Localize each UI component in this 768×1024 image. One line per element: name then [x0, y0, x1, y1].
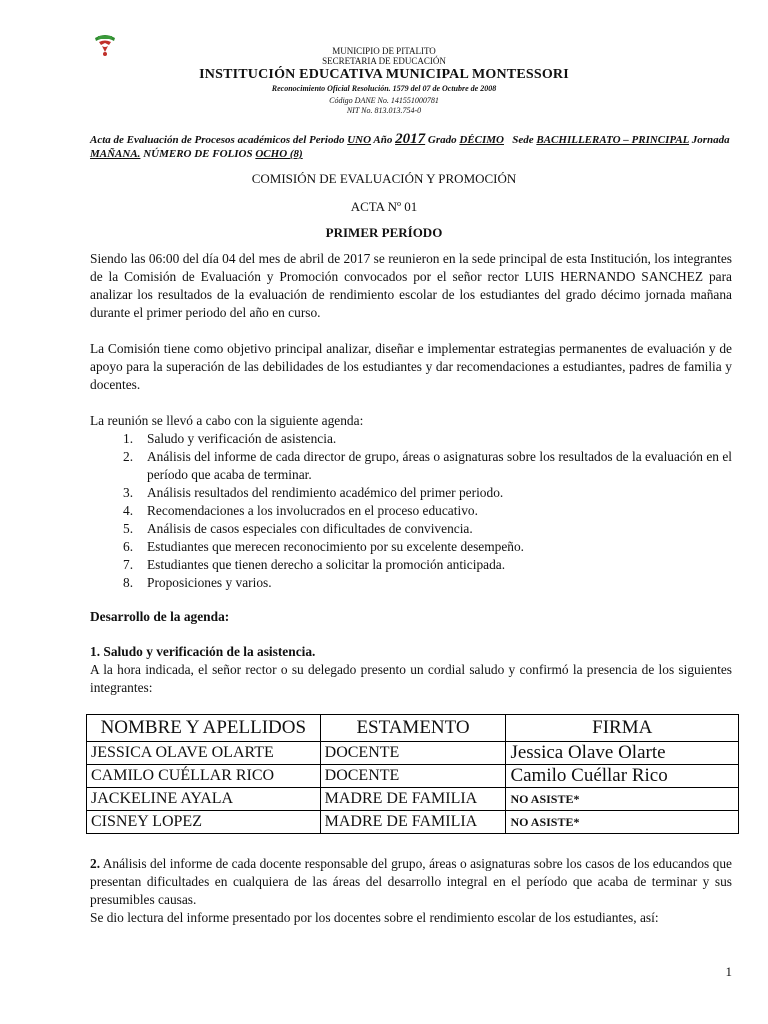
dane-code: Código DANE No. 141551000781: [329, 96, 439, 105]
table-row: [87, 788, 739, 811]
member-role: MADRE DE FAMILIA: [320, 788, 506, 811]
member-name: CAMILO CUÉLLAR RICO: [87, 765, 321, 788]
agenda-item: 1. Saludo y verificación de asistencia.: [123, 431, 337, 446]
section-2-text-2: Se dio lectura del informe presentado por los docentes sobre el rendimiento escolar de los estudiantes, así:: [90, 910, 659, 925]
agenda-item: 2. Análisis del informe de cada director de grupo, áreas o asignaturas sobre los resultados de la evaluación en el período que acaba de terminar.: [123, 449, 732, 482]
col-header-role: ESTAMENTO: [320, 715, 506, 742]
table-row: [87, 811, 739, 834]
member-role: MADRE DE FAMILIA: [320, 811, 506, 834]
member-signature: Jessica Olave Olarte: [506, 742, 739, 765]
section-1-text: A la hora indicada, el señor rector o su delegado presento un cordial saludo y confirmó la presencia de los siguientes integrantes:: [90, 662, 732, 695]
nit-number: NIT No. 813.013.754-0: [346, 106, 422, 115]
periodo-value: UNO: [347, 134, 372, 146]
institution-name: INSTITUCIÓN EDUCATIVA MUNICIPAL MONTESSORI: [199, 67, 569, 82]
intro-paragraph: Siendo las 06:00 del día 04 del mes de abril de 2017 se reunieron en la sede principal de esta Institución, los integrantes de la Comisión de Evaluación y Promoción convocados por el señor rector LUIS HERNANDO SANCHEZ para analizar los resultados de la evaluación de rendimiento escolar de los estudiantes del grado décimo jornada mañana durante el primer periodo del año en curso.: [90, 251, 732, 320]
member-role: DOCENTE: [320, 742, 506, 765]
member-signature: Camilo Cuéllar Rico: [506, 765, 739, 788]
agenda-item: 8. Proposiciones y varios.: [123, 575, 272, 590]
secretariat-name: SECRETARIA DE EDUCACIÓN: [322, 56, 446, 66]
table-row: [87, 742, 739, 765]
development-heading: Desarrollo de la agenda:: [90, 609, 230, 624]
member-absent-note: NO ASISTE*: [506, 811, 739, 834]
table-header-row: [87, 715, 739, 742]
section-1-title: 1. Saludo y verificación de la asistencia.: [90, 644, 316, 659]
member-name: CISNEY LOPEZ: [87, 811, 321, 834]
section-2-text: 2. Análisis del informe de cada docente responsable del grupo, áreas o asignaturas sobre los casos de los educandos que presentan dificultades en cualquiera de las áreas del desarrollo integral en el período que acaba de terminar y sus presumibles causas.: [90, 856, 732, 907]
commission-title: COMISIÓN DE EVALUACIÓN Y PROMOCIÓN: [251, 171, 517, 186]
municipality-name: MUNICIPIO DE PITALITO: [332, 46, 436, 56]
acta-info: Acta de Evaluación de Procesos académicos del Periodo UNO Año 2017 Grado DÉCIMO Sede BACHILLERATO – PRINCIPAL Jornada MAÑANA. NÚMERO DE FOLIOS OCHO (8): [90, 131, 730, 160]
member-role: DOCENTE: [320, 765, 506, 788]
acta-number: ACTA Nº 01: [350, 199, 418, 214]
col-header-name: NOMBRE Y APELLIDOS: [87, 715, 321, 742]
member-name: JACKELINE AYALA: [87, 788, 321, 811]
folios-value: OCHO (8): [255, 148, 303, 160]
resolution-text: Reconocimiento Oficial Resolución. 1579 del 07 de Octubre de 2008: [271, 84, 497, 93]
grado-value: DÉCIMO: [459, 134, 504, 146]
member-name: JESSICA OLAVE OLARTE: [87, 742, 321, 765]
year-value: 2017: [395, 131, 426, 147]
members-table: [86, 714, 739, 834]
agenda-item: 6. Estudiantes que merecen reconocimiento por su excelente desempeño.: [123, 539, 525, 554]
page-number: 1: [725, 964, 732, 979]
agenda-item: 4. Recomendaciones a los involucrados en el proceso educativo.: [123, 503, 478, 518]
agenda-item: 5. Análisis de casos especiales con dificultades de convivencia.: [123, 521, 473, 536]
agenda-item: 7. Estudiantes que tienen derecho a solicitar la promoción anticipada.: [123, 557, 506, 572]
objective-paragraph: La Comisión tiene como objetivo principal analizar, diseñar e implementar estrategias permanentes de evaluación y de apoyo para la superación de las debilidades de los estudiantes y dar recomendaciones a estudiantes, padres de familia y docentes.: [90, 341, 732, 392]
sede-value: BACHILLERATO – PRINCIPAL: [536, 134, 689, 146]
period-title: PRIMER PERÍODO: [325, 225, 443, 240]
member-absent-note: NO ASISTE*: [506, 788, 739, 811]
jornada-value: MAÑANA.: [90, 148, 141, 160]
table-row: [87, 765, 739, 788]
col-header-signature: FIRMA: [506, 715, 739, 742]
agenda-intro: La reunión se llevó a cabo con la siguiente agenda:: [90, 413, 364, 428]
agenda-item: 3. Análisis resultados del rendimiento académico del primer periodo.: [123, 485, 504, 500]
agenda-list: [90, 430, 732, 592]
